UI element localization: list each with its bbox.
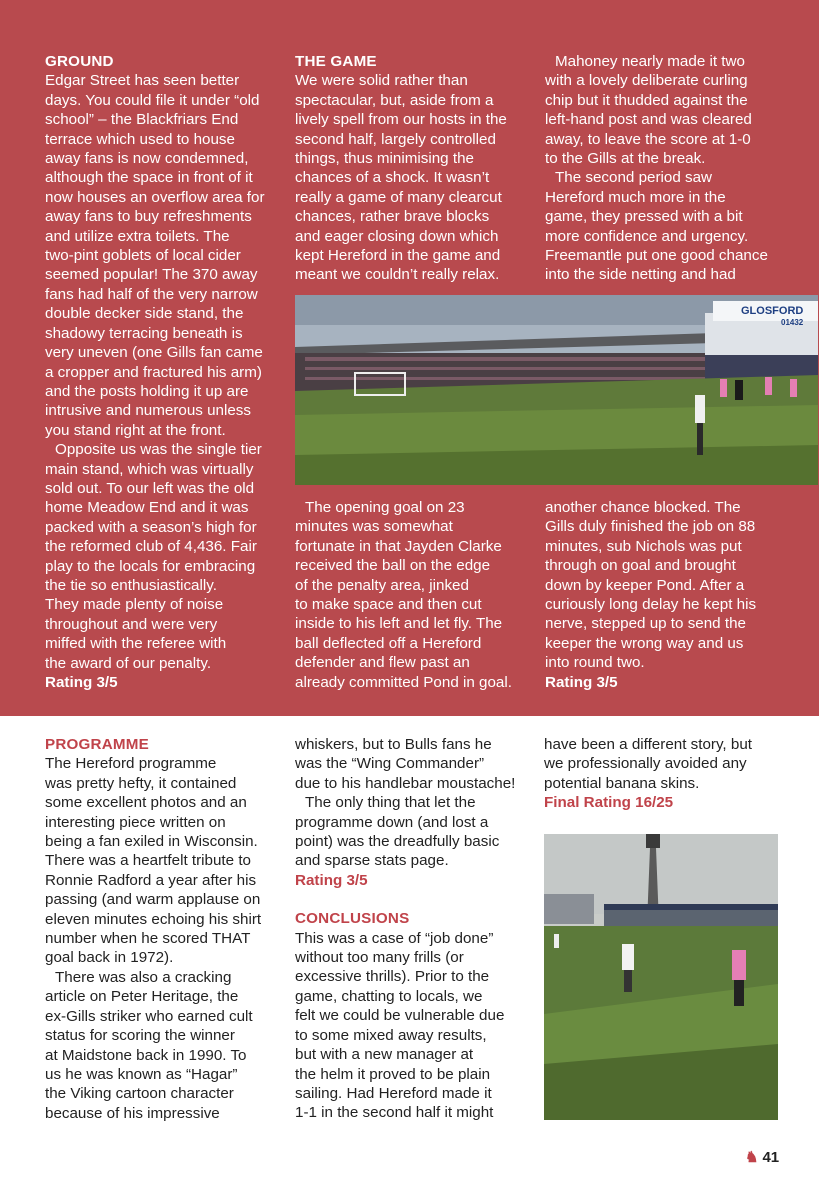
text-line: and sparse stats page. bbox=[295, 852, 449, 870]
text-line: received the ball on the edge bbox=[295, 557, 491, 575]
text-line: excessive thrills). Prior to the bbox=[295, 968, 490, 986]
text-line: another chance blocked. The bbox=[545, 499, 741, 516]
text-line: with a lovely deliberate curling bbox=[545, 72, 748, 90]
text-line: The only thing that let the bbox=[305, 794, 476, 812]
game-body-2 bbox=[295, 498, 535, 692]
text-line: interesting piece written on bbox=[45, 813, 226, 831]
text-line: the helm it proved to be plain bbox=[295, 1065, 491, 1083]
text-line: spectacular, but, aside from a bbox=[295, 91, 494, 109]
text-line: The Hereford programme bbox=[45, 755, 217, 773]
text-line: away, to leave the score at 1-0 bbox=[545, 130, 751, 148]
programme-col2-body bbox=[295, 735, 540, 793]
text-line: potential banana skins. bbox=[544, 774, 700, 792]
programme-body-2 bbox=[45, 968, 285, 1123]
text-line: eleven minutes echoing his shirt bbox=[45, 910, 262, 928]
text-line: They made plenty of noise bbox=[45, 596, 224, 614]
text-line: defender and flew past an bbox=[295, 654, 470, 672]
conclusions-body bbox=[295, 929, 540, 1123]
ground-rating: Rating 3/5 bbox=[45, 674, 118, 691]
text-line: the tie so enthusiastically. bbox=[45, 576, 217, 594]
board-number: 01432 bbox=[781, 318, 804, 327]
text-line: us he was known as “Hagar” bbox=[45, 1065, 238, 1083]
game-rating: Rating 3/5 bbox=[545, 673, 618, 691]
text-line: to some mixed away results, bbox=[295, 1026, 487, 1044]
text-line: felt we could be vulnerable due bbox=[295, 1007, 505, 1025]
conclusions-col3 bbox=[544, 735, 794, 813]
text-line: school” – the Blackfriars End bbox=[45, 111, 239, 129]
text-line: at Maidstone back in 1990. To bbox=[45, 1046, 247, 1064]
text-line: main stand, which was virtually bbox=[45, 460, 254, 478]
text-line: down by keeper Pond. After a bbox=[545, 576, 745, 594]
text-line: things, thus minimising the bbox=[295, 150, 474, 168]
ground-body bbox=[45, 71, 285, 440]
text-line: days. You could file it under “old bbox=[45, 91, 260, 109]
text-line: play to the locals for embracing bbox=[45, 557, 256, 575]
final-rating: Final Rating 16/25 bbox=[544, 794, 674, 812]
text-line: inside to his left and let fly. The bbox=[295, 615, 503, 633]
text-line: the reformed club of 4,436. Fair bbox=[45, 538, 257, 556]
text-line: some excellent photos and an bbox=[45, 794, 247, 812]
text-line: really a game of many clearcut bbox=[295, 188, 502, 206]
text-line: seemed popular! The 370 away bbox=[45, 266, 258, 284]
ground-heading: GROUND bbox=[45, 53, 114, 70]
ground-section bbox=[45, 52, 285, 692]
text-line: the award of our penalty. bbox=[45, 654, 212, 672]
text-line: status for scoring the winner bbox=[45, 1027, 235, 1045]
text-line: keeper the wrong way and us bbox=[545, 634, 744, 652]
text-line: Opposite us was the single tier bbox=[55, 441, 262, 459]
text-line: into round two. bbox=[545, 654, 645, 672]
text-line: although the space in front of it bbox=[45, 169, 253, 187]
board-text: GLOSFORD bbox=[741, 305, 804, 317]
text-line: number when he scored THAT bbox=[45, 930, 251, 948]
text-line: a cropper and fractured his arm) bbox=[45, 363, 262, 381]
text-line: sailing. Had Hereford made it bbox=[295, 1084, 492, 1102]
text-line: to the Gills at the break. bbox=[545, 150, 706, 168]
text-line: ball deflected off a Hereford bbox=[295, 634, 482, 652]
text-line: left-hand post and was cleared bbox=[545, 111, 752, 129]
text-line: and the posts holding it up are bbox=[45, 382, 249, 400]
game-col3-body bbox=[545, 52, 795, 168]
text-line: of the penalty area, jinked bbox=[295, 576, 469, 594]
text-line: game, chatting to locals, we bbox=[295, 987, 483, 1005]
text-line: ex-Gills striker who earned cult bbox=[45, 1007, 253, 1025]
text-line: nerve, stepped up to send the bbox=[545, 615, 746, 633]
text-line: game, they pressed with a bit bbox=[545, 208, 743, 226]
text-line: and eager closing down which bbox=[295, 227, 499, 245]
text-line: There was also a cracking bbox=[55, 968, 232, 986]
text-line: Hereford much more in the bbox=[545, 188, 726, 206]
text-line: kept Hereford in the game and bbox=[295, 247, 501, 265]
text-line: double decker side stand, the bbox=[45, 305, 244, 323]
text-line: being a fan exiled in Wisconsin. bbox=[45, 833, 258, 851]
game-heading: THE GAME bbox=[295, 53, 377, 70]
stadium-photo-tall bbox=[544, 834, 778, 1120]
text-line: There was a heartfelt tribute to bbox=[45, 852, 251, 870]
text-line: sold out. To our left was the old bbox=[45, 479, 255, 497]
text-line: Freemantle put one good chance bbox=[545, 247, 768, 265]
text-line: lively spell from our hosts in the bbox=[295, 111, 507, 129]
text-line: minutes was somewhat bbox=[295, 518, 453, 536]
text-line: away fans is now condemned, bbox=[45, 150, 249, 168]
text-line: packed with a season’s high for bbox=[45, 518, 257, 536]
conclusions-heading: CONCLUSIONS bbox=[295, 910, 410, 928]
programme-heading: PROGRAMME bbox=[45, 736, 149, 753]
text-line: because of his impressive bbox=[45, 1104, 220, 1122]
game-col3-bottom bbox=[545, 498, 795, 692]
game-section-2 bbox=[295, 498, 535, 692]
game-col3-body-2 bbox=[545, 168, 795, 284]
text-line: The second period saw bbox=[555, 169, 713, 187]
text-line: We were solid rather than bbox=[295, 72, 468, 90]
ground-body-2 bbox=[45, 440, 285, 673]
text-line: intrusive and numerous unless bbox=[45, 402, 251, 420]
text-line: you stand right at the front. bbox=[45, 421, 226, 439]
text-line: home Meadow End and it was bbox=[45, 499, 249, 517]
text-line: Ronnie Radford a year after his bbox=[45, 871, 257, 889]
text-line: chances of a shock. It wasn’t bbox=[295, 169, 490, 187]
text-line: 1-1 in the second half it might bbox=[295, 1104, 494, 1122]
text-line: chip but it thudded against the bbox=[545, 91, 748, 109]
page-number: ♞ 41 bbox=[745, 1149, 780, 1166]
text-line: was the “Wing Commander” bbox=[295, 755, 485, 773]
text-line: away fans to buy refreshments bbox=[45, 208, 252, 226]
horse-logo-icon: ♞ bbox=[745, 1149, 759, 1166]
text-line: we professionally avoided any bbox=[544, 755, 747, 773]
text-line: The opening goal on 23 bbox=[305, 499, 465, 516]
text-line: Gills duly finished the job on 88 bbox=[545, 518, 756, 536]
text-line: more confidence and urgency. bbox=[545, 227, 749, 245]
stadium-photo-wide bbox=[295, 295, 818, 485]
text-line: goal back in 1972). bbox=[45, 949, 174, 967]
text-line: chances, rather brave blocks bbox=[295, 208, 490, 226]
text-line: fans had half of the very narrow bbox=[45, 285, 258, 303]
game-body bbox=[295, 71, 535, 284]
text-line: have been a different story, but bbox=[544, 736, 752, 753]
text-line: curiously long delay he kept his bbox=[545, 596, 757, 614]
text-line: point) was the dreadfully basic bbox=[295, 833, 500, 851]
programme-body bbox=[45, 754, 285, 967]
text-line: Edgar Street has seen better bbox=[45, 72, 240, 90]
text-line: the Viking cartoon character bbox=[45, 1085, 234, 1103]
text-line: article on Peter Heritage, the bbox=[45, 988, 239, 1006]
text-line: now houses an overflow area for bbox=[45, 188, 265, 206]
text-line: passing (and warm applause on bbox=[45, 891, 261, 909]
text-line: minutes, sub Nichols was put bbox=[545, 537, 742, 555]
programme-rating: Rating 3/5 bbox=[295, 871, 368, 889]
text-line: into the side netting and had bbox=[545, 266, 736, 284]
game-col3-top bbox=[545, 52, 795, 285]
text-line: throughout and were very bbox=[45, 615, 218, 633]
game-section bbox=[295, 52, 535, 285]
text-line: was pretty hefty, it contained bbox=[45, 774, 237, 792]
text-line: This was a case of “job done” bbox=[295, 929, 494, 947]
text-line: second half, largely controlled bbox=[295, 130, 496, 148]
text-line: very uneven (one Gills fan came bbox=[45, 344, 263, 362]
text-line: terrace which used to house bbox=[45, 130, 235, 148]
programme-col2 bbox=[295, 735, 540, 1123]
text-line: meant we couldn’t really relax. bbox=[295, 266, 500, 284]
game-col3-body-3 bbox=[545, 498, 795, 673]
text-line: fortunate in that Jayden Clarke bbox=[295, 537, 502, 555]
programme-col2-body-2 bbox=[295, 793, 540, 871]
programme-section bbox=[45, 735, 285, 1123]
text-line: Mahoney nearly made it two bbox=[555, 53, 745, 70]
text-line: but with a new manager at bbox=[295, 1046, 474, 1064]
text-line: programme down (and lost a bbox=[295, 813, 489, 831]
text-line: due to his handlebar moustache! bbox=[295, 774, 516, 792]
text-line: already committed Pond in goal. bbox=[295, 673, 512, 691]
text-line: through on goal and brought bbox=[545, 557, 736, 575]
text-line: miffed with the referee with bbox=[45, 635, 227, 653]
text-line: to make space and then cut bbox=[295, 596, 482, 614]
text-line: shadowy terracing beneath is bbox=[45, 324, 243, 342]
conclusions-col3-body bbox=[544, 735, 794, 793]
text-line: whiskers, but to Bulls fans he bbox=[295, 736, 492, 753]
text-line: and utilize extra toilets. The bbox=[45, 227, 230, 245]
text-line: without too many frills (or bbox=[295, 949, 464, 967]
text-line: two-pint goblets of local cider bbox=[45, 247, 241, 265]
